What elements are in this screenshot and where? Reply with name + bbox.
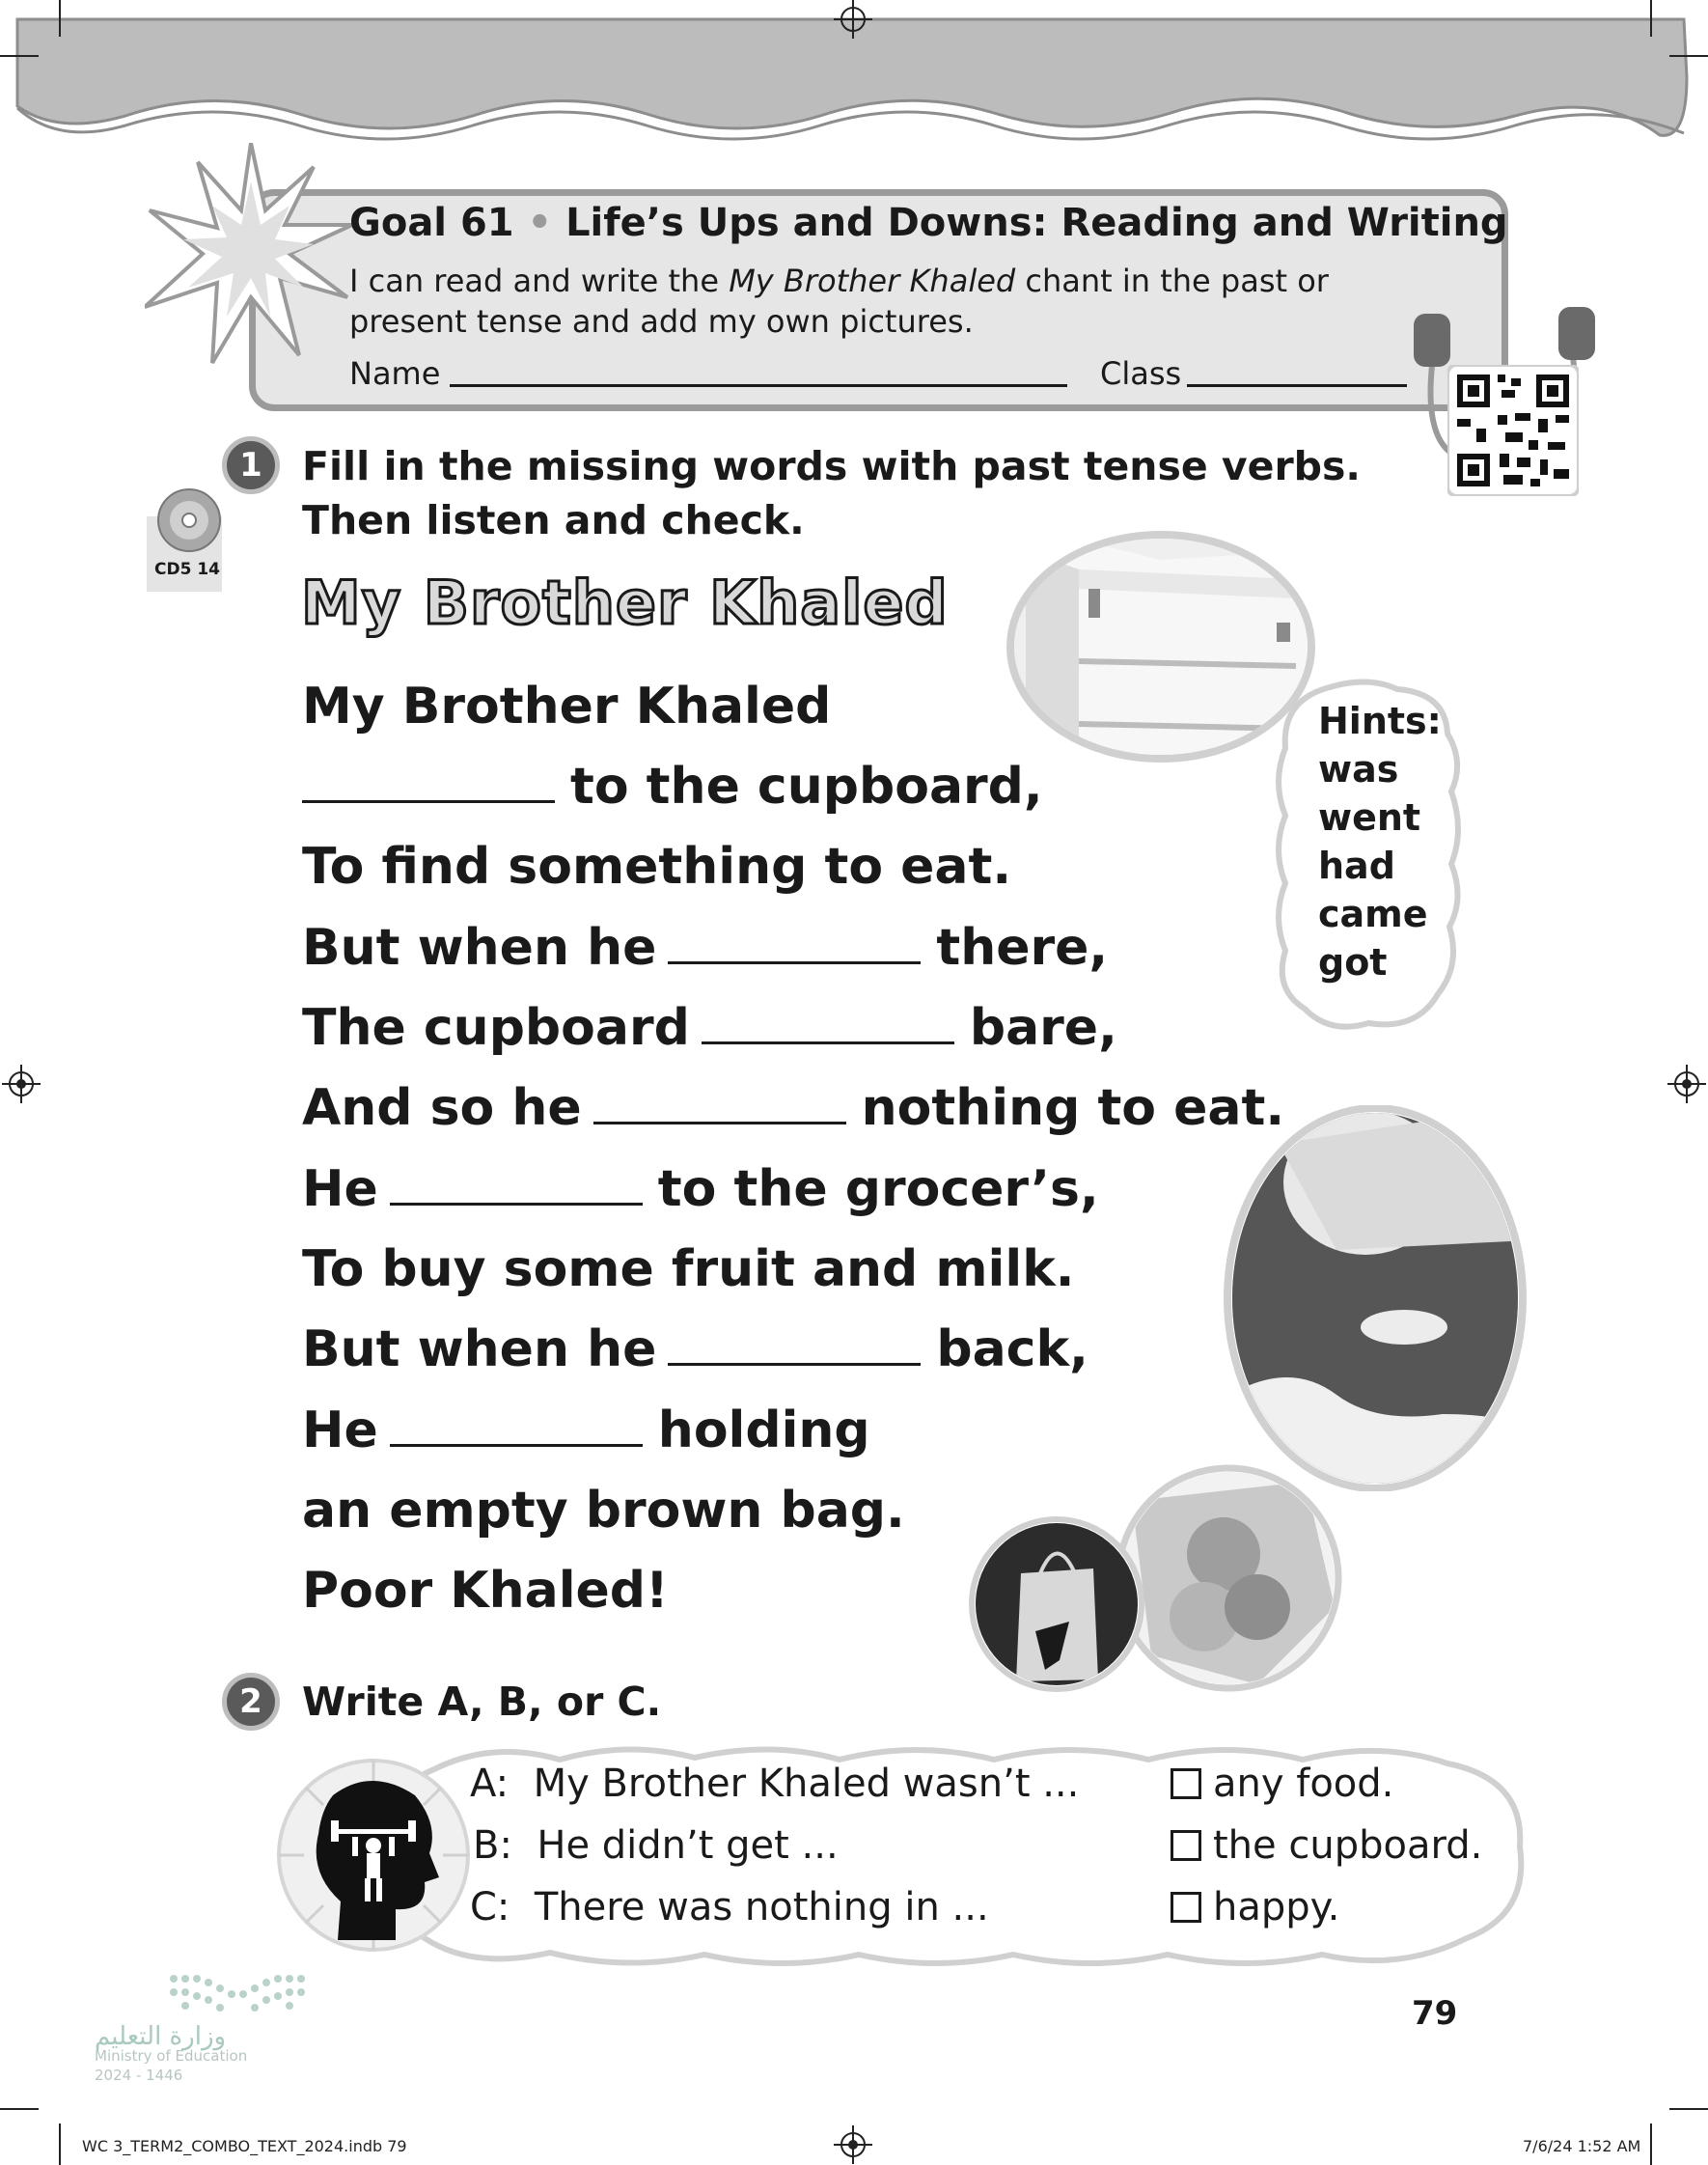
footer-file-name: WC 3_TERM2_COMBO_TEXT_2024.indb 79 xyxy=(82,2137,407,2155)
ending-option-1: any food. xyxy=(1171,1753,1393,1815)
hint-word: was xyxy=(1318,748,1399,791)
bullet-separator: • xyxy=(527,201,553,245)
cd-icon[interactable] xyxy=(156,487,222,553)
hint-word: went xyxy=(1318,796,1421,839)
ministry-logo-icon xyxy=(164,1969,318,2022)
exercise-1-badge: 1 xyxy=(222,436,280,494)
qr-code-icon[interactable] xyxy=(1447,365,1579,496)
hints-list xyxy=(1318,697,1442,986)
chant-line-5: The cupboard bare, xyxy=(302,999,1117,1057)
answer-blank-2[interactable] xyxy=(668,919,921,964)
bag-with-fruit-photo xyxy=(1113,1462,1344,1694)
answer-checkbox-3[interactable] xyxy=(1171,1892,1201,1923)
ministry-english: Ministry of Education xyxy=(95,2047,248,2065)
footer-date: 7/6/24 1:52 AM xyxy=(1523,2137,1641,2155)
ministry-text xyxy=(95,2022,248,2085)
answer-checkbox-1[interactable] xyxy=(1171,1768,1201,1799)
top-banner xyxy=(0,0,1708,154)
answer-checkbox-2[interactable] xyxy=(1171,1830,1201,1861)
chant-line-2: to the cupboard, xyxy=(302,756,1043,818)
ending-option-3: happy. xyxy=(1171,1876,1339,1938)
name-label: Name xyxy=(349,355,441,392)
exercise-2-instruction: Write A, B, or C. xyxy=(302,1679,662,1725)
spilled-milk-photo xyxy=(1221,1105,1529,1491)
chant-line-12: Poor Khaled! xyxy=(302,1562,669,1620)
prompt-c: C: There was nothing in ... xyxy=(470,1885,989,1929)
goal-description: I can read and write the My Brother Khaled chant in the past or present tense and add my own pictures. xyxy=(349,263,1329,340)
chant-line-9: But when he back, xyxy=(302,1320,1088,1378)
answer-blank-7[interactable] xyxy=(390,1402,643,1447)
chant-line-8: To buy some fruit and milk. xyxy=(302,1240,1075,1298)
class-label: Class xyxy=(1100,355,1182,392)
answer-blank-3[interactable] xyxy=(702,999,954,1044)
chant-line-7: He to the grocer’s, xyxy=(302,1160,1099,1218)
name-field[interactable] xyxy=(450,384,1067,387)
cd-track-label: CD5 14 xyxy=(154,560,220,579)
hint-word: came xyxy=(1318,893,1428,935)
registration-mark-right xyxy=(1667,1065,1706,1103)
chant-line-3: To find something to eat. xyxy=(302,838,1012,896)
hint-word: had xyxy=(1318,845,1395,887)
exercise-1-instruction-line1: Fill in the missing words with past tense verbs. xyxy=(302,443,1362,489)
hints-heading: Hints: xyxy=(1318,700,1442,742)
chant-line-6: And so he nothing to eat. xyxy=(302,1079,1285,1137)
empty-bag-photo xyxy=(968,1515,1146,1694)
prompt-b: B: He didn’t get ... xyxy=(473,1823,839,1868)
chant-line-11: an empty brown bag. xyxy=(302,1482,905,1540)
chant-line-10: He holding xyxy=(302,1402,870,1459)
cupboard-photo xyxy=(1006,531,1315,763)
chant-title: My Brother Khaled xyxy=(301,568,949,638)
class-field[interactable] xyxy=(1187,384,1407,387)
strong-mind-icon xyxy=(275,1757,473,1955)
page-number: 79 xyxy=(1412,1994,1458,2033)
prompt-a: A: My Brother Khaled wasn’t ... xyxy=(470,1762,1080,1806)
answer-blank-4[interactable] xyxy=(593,1079,846,1124)
exercise-1-instruction-line2: Then listen and check. xyxy=(302,497,805,543)
chant-line-4: But when he there, xyxy=(302,919,1109,977)
ministry-arabic: وزارة التعليم xyxy=(95,2022,227,2051)
answer-blank-1[interactable] xyxy=(302,758,555,803)
chant-line-1: My Brother Khaled xyxy=(302,678,832,736)
star-burst-icon xyxy=(145,143,357,365)
ending-option-2: the cupboard. xyxy=(1171,1815,1482,1876)
ministry-year: 2024 - 1446 xyxy=(95,2067,183,2084)
exercise-2-badge: 2 xyxy=(222,1673,280,1731)
hint-word: got xyxy=(1318,941,1388,984)
registration-mark-left xyxy=(2,1065,41,1103)
answer-blank-5[interactable] xyxy=(390,1160,643,1206)
answer-blank-6[interactable] xyxy=(668,1320,921,1366)
goal-title: Goal 61 • Life’s Ups and Downs: Reading and Writing xyxy=(349,201,1508,245)
